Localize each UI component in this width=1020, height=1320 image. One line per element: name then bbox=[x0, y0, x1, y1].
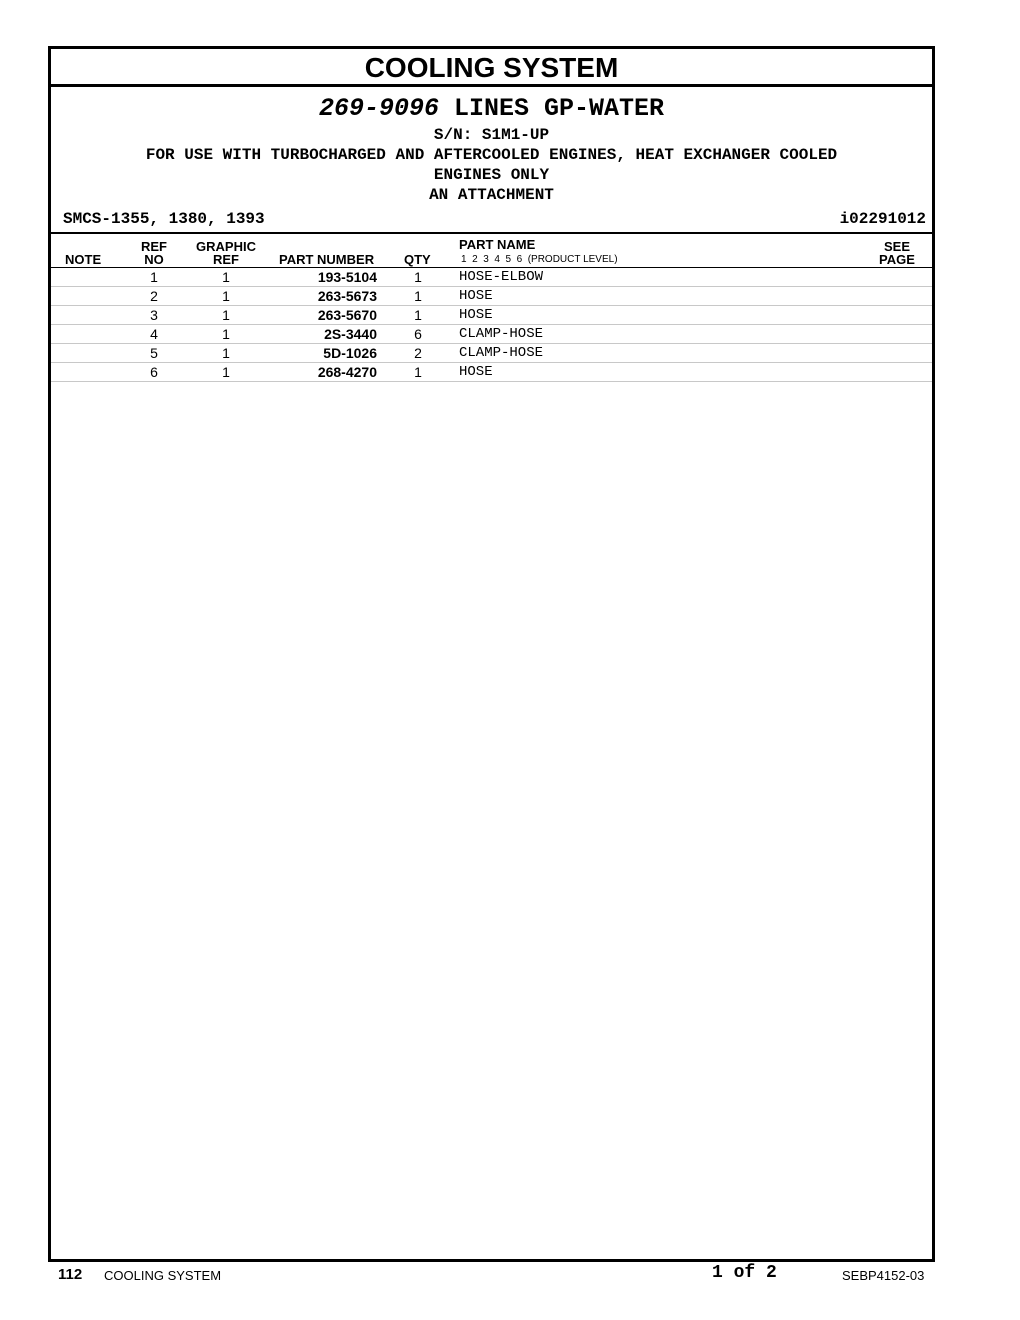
parts-table bbox=[51, 268, 932, 382]
document-number: SEBP4152-03 bbox=[842, 1268, 925, 1283]
quantity: 1 bbox=[414, 288, 422, 304]
graphic-ref: 1 bbox=[222, 364, 230, 380]
part-name: HOSE bbox=[459, 307, 493, 323]
quantity: 1 bbox=[414, 307, 422, 323]
ref-number: 4 bbox=[150, 326, 158, 342]
graphic-ref: 1 bbox=[222, 288, 230, 304]
graphic-ref: 1 bbox=[222, 345, 230, 361]
quantity: 1 bbox=[414, 269, 422, 285]
parts-page-frame bbox=[48, 46, 935, 1262]
graphic-ref: 1 bbox=[222, 326, 230, 342]
illustration-id: i02291012 bbox=[839, 210, 926, 228]
header-part-name: PART NAME bbox=[459, 237, 536, 252]
table-row bbox=[51, 363, 932, 382]
part-number: 2S-3440 bbox=[324, 326, 377, 342]
header-ref-bottom: NO bbox=[144, 252, 164, 267]
usage-line-2: ENGINES ONLY bbox=[433, 166, 550, 184]
group-header bbox=[51, 87, 932, 234]
header-see-bottom: PAGE bbox=[879, 252, 915, 267]
part-name: HOSE bbox=[459, 364, 493, 380]
page-number: 112 bbox=[58, 1266, 83, 1283]
usage-line-1: FOR USE WITH TURBOCHARGED AND AFTERCOOLED ENGINES, HEAT EXCHANGER COOLED bbox=[145, 146, 838, 164]
attachment-note: AN ATTACHMENT bbox=[429, 186, 554, 204]
ref-number: 1 bbox=[150, 269, 158, 285]
part-number: 263-5673 bbox=[317, 288, 377, 304]
graphic-ref: 1 bbox=[222, 269, 230, 285]
part-number: 5D-1026 bbox=[323, 345, 377, 361]
quantity: 6 bbox=[414, 326, 422, 342]
part-name: HOSE-ELBOW bbox=[459, 269, 544, 285]
header-graphic-bottom: REF bbox=[213, 252, 239, 267]
table-row bbox=[51, 325, 932, 344]
graphic-ref: 1 bbox=[222, 307, 230, 323]
quantity: 2 bbox=[414, 345, 422, 361]
section-title: COOLING SYSTEM bbox=[51, 49, 932, 87]
group-title bbox=[51, 87, 932, 123]
header-graphic-top: GRAPHIC bbox=[196, 239, 256, 254]
ref-number: 2 bbox=[150, 288, 158, 304]
ref-number: 3 bbox=[150, 307, 158, 323]
header-part-number: PART NUMBER bbox=[279, 252, 375, 267]
part-number: 263-5670 bbox=[317, 307, 377, 323]
header-note: NOTE bbox=[65, 252, 102, 267]
ref-number: 6 bbox=[150, 364, 158, 380]
table-row bbox=[51, 268, 932, 287]
table-row bbox=[51, 344, 932, 363]
header-see-top: SEE bbox=[883, 239, 910, 254]
quantity: 1 bbox=[414, 364, 422, 380]
header-product-levels: 1 2 3 4 5 6 (PRODUCT LEVEL) bbox=[461, 254, 618, 265]
part-number: 193-5104 bbox=[317, 269, 377, 285]
page-footer bbox=[0, 1263, 1020, 1290]
page-of-count: 1 of 2 bbox=[712, 1263, 777, 1283]
part-number: 268-4270 bbox=[317, 364, 377, 380]
group-name: LINES GP-WATER bbox=[454, 94, 665, 123]
footer-section: COOLING SYSTEM bbox=[104, 1268, 222, 1283]
header-ref-top: REF bbox=[141, 239, 167, 254]
serial-number: S/N: S1M1-UP bbox=[433, 126, 550, 144]
ref-number: 5 bbox=[150, 345, 158, 361]
part-name: CLAMP-HOSE bbox=[459, 326, 544, 342]
part-name: HOSE bbox=[459, 288, 493, 304]
table-row bbox=[51, 306, 932, 325]
header-qty: QTY bbox=[404, 252, 431, 267]
column-headers bbox=[51, 234, 932, 268]
smcs-codes: SMCS-1355, 1380, 1393 bbox=[63, 210, 265, 228]
group-number: 269-9096 bbox=[318, 94, 439, 123]
table-row bbox=[51, 287, 932, 306]
part-name: CLAMP-HOSE bbox=[459, 345, 544, 361]
